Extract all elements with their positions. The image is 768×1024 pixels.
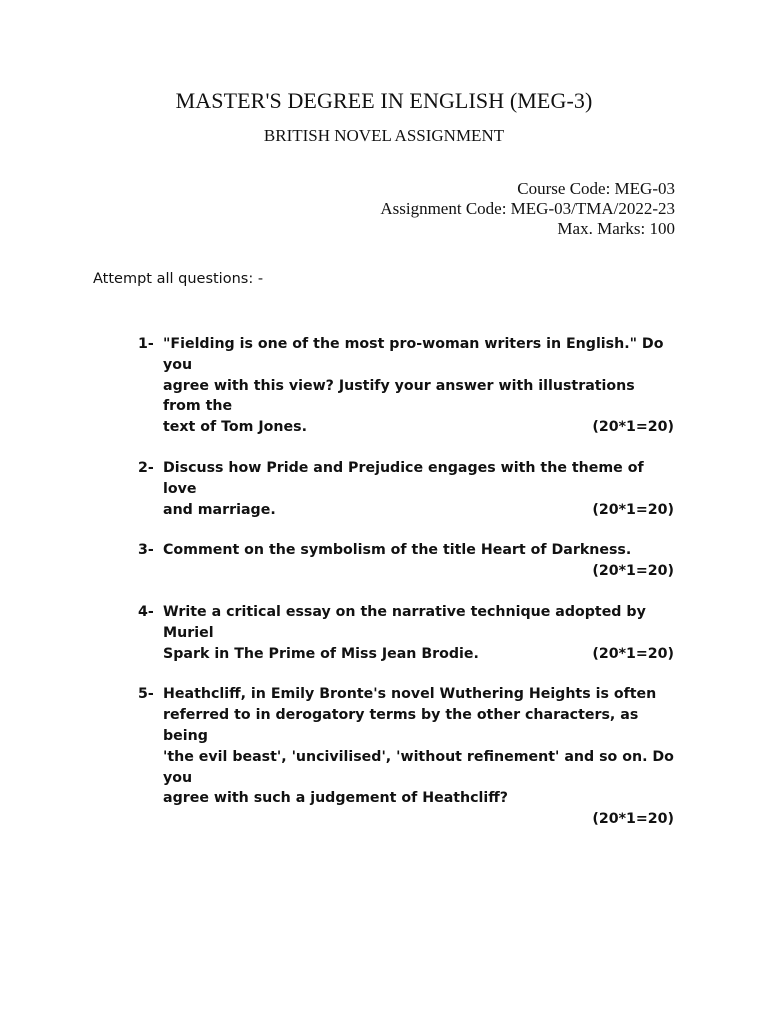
question-text [163, 602, 674, 664]
instruction-text: Attempt all questions: - [93, 271, 264, 287]
assignment-meta [380, 179, 675, 239]
document-subtitle: BRITISH NOVEL ASSIGNMENT [263, 126, 505, 145]
question-item [138, 334, 674, 438]
question-item [138, 602, 674, 664]
question-line: 'the evil beast', 'uncivilised', 'without refinement' and so on. Do you [163, 748, 674, 786]
question-number: 2- [138, 459, 154, 476]
question-marks: (20*1=20) [592, 645, 674, 662]
question-number: 3- [138, 542, 154, 559]
question-marks: (20*1=20) [592, 419, 674, 436]
question-number: 1- [138, 336, 154, 352]
question-text [163, 684, 674, 830]
question-text [163, 458, 674, 520]
question-marks: (20*1=20) [592, 563, 674, 580]
question-line: agree with such a judgement of Heathcliff? [163, 790, 509, 807]
document-title: MASTER'S DEGREE IN ENGLISH (MEG-3) [175, 88, 593, 113]
question-text [163, 540, 674, 582]
question-item [138, 684, 674, 830]
question-item [138, 540, 674, 582]
question-number: 5- [138, 686, 154, 703]
question-line: agree with this view? Justify your answer with illustrations from the [163, 377, 635, 415]
question-marks: (20*1=20) [592, 811, 674, 828]
question-line: Comment on the symbolism of the title Heart of Darkness. [163, 542, 632, 559]
question-list [138, 334, 674, 850]
question-item [138, 458, 674, 520]
max-marks: Max. Marks: 100 [557, 219, 675, 238]
question-line: Write a critical essay on the narrative technique adopted by Muriel [163, 603, 646, 641]
course-code: Course Code: MEG-03 [517, 179, 675, 198]
question-text [163, 334, 674, 438]
question-line: Discuss how Pride and Prejudice engages with the theme of love [163, 459, 644, 497]
question-line: "Fielding is one of the most pro-woman writers in English." Do you [163, 336, 664, 373]
question-line: Heathcliff, in Emily Bronte's novel Wuthering Heights is often [163, 686, 657, 703]
question-number: 4- [138, 603, 154, 620]
question-line: referred to in derogatory terms by the other characters, as being [163, 707, 639, 744]
question-marks: (20*1=20) [592, 501, 674, 518]
question-line: (20*1=20) text of Tom Jones. [163, 417, 674, 438]
question-line: (20*1=20) and marriage. [163, 500, 674, 521]
question-line: (20*1=20) Spark in The Prime of Miss Jean Brodie. [163, 644, 674, 665]
assignment-code: Assignment Code: MEG-03/TMA/2022-23 [380, 199, 675, 218]
